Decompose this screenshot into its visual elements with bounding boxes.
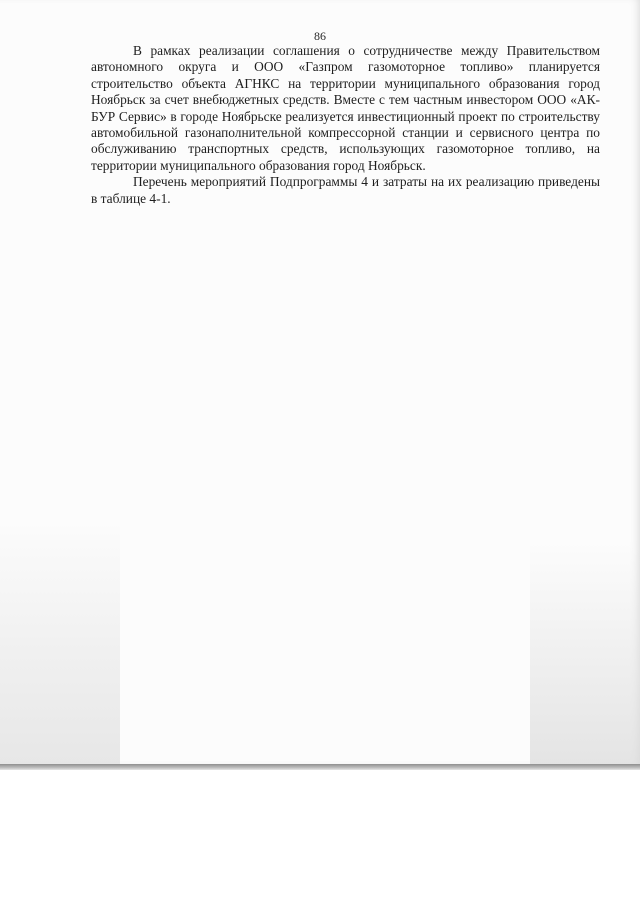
scan-shadow-right [530, 540, 640, 764]
paragraph-table-reference: Перечень мероприятий Подпрограммы 4 и затраты на их реализацию приведены в таблице 4-1. [91, 174, 600, 206]
paragraph-agnks: В рамках реализации соглашения о сотрудничестве между Правительством автономного округа и ООО «Газпром газомоторное топливо» планируется строительство объекта АГНКС на территории муниципального образования город Ноябрьск за счет внебюджетных средств. Вместе с тем частным инвестором ООО «АК-БУР Сервис» в городе Ноябрьске реализуется инвестиционный проект по строительству автомобильной газонаполнительной компрессорной станции и сервисного центра по обслуживанию транспортных средств, использующих газомоторное топливо, на территории муниципального образования город Ноябрьск. [91, 43, 600, 173]
scan-shadow-left [0, 520, 120, 764]
page-number: 86 [314, 29, 326, 43]
sheet-bottom-edge [0, 764, 640, 770]
document-body [91, 43, 600, 207]
